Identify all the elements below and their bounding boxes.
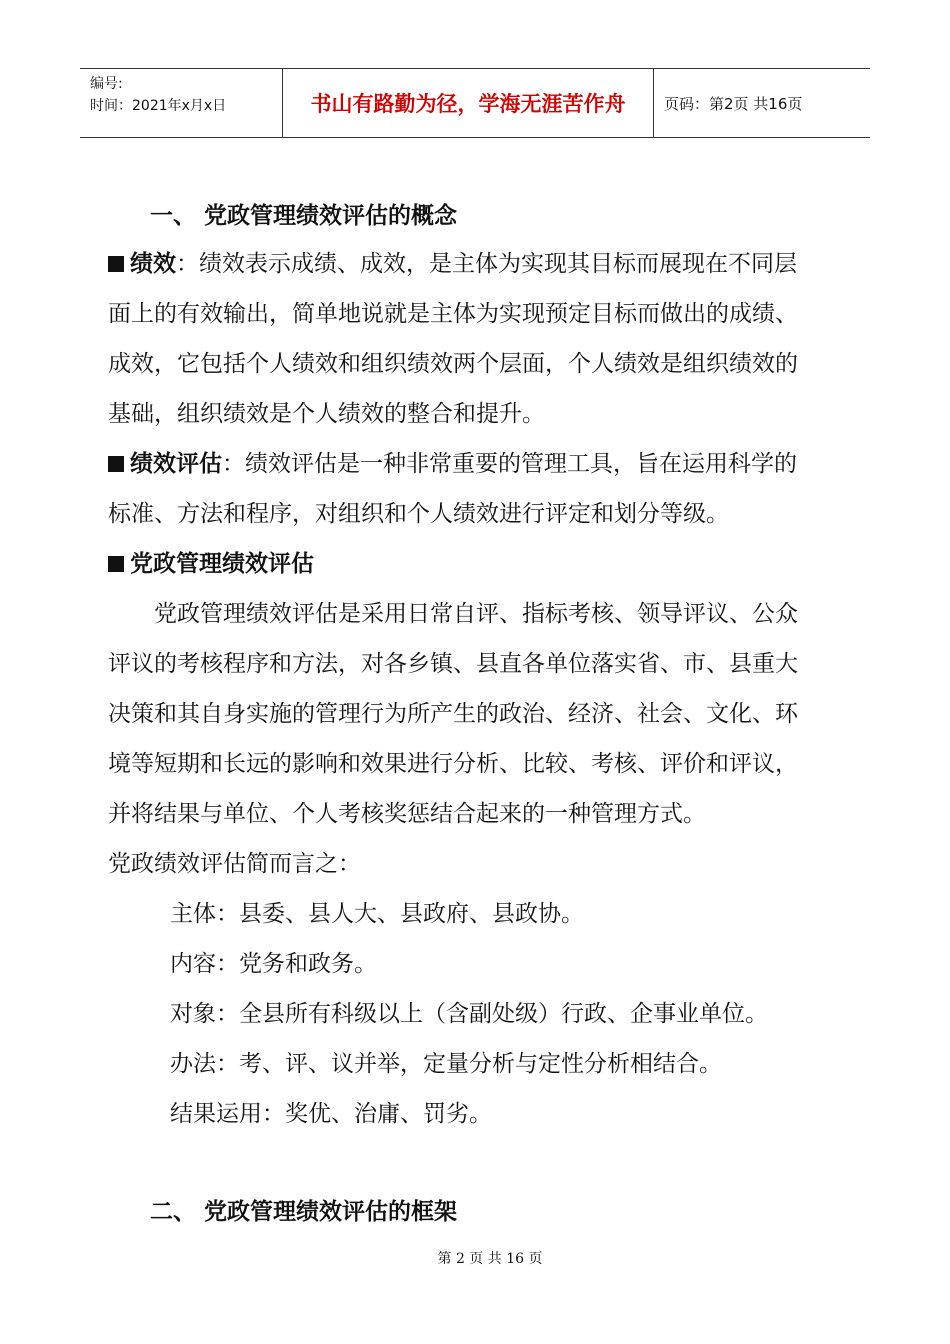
header-meta	[80, 69, 282, 137]
summary-intro: 党政绩效评估简而言之：	[108, 851, 361, 877]
number-label: 编号:	[90, 76, 123, 92]
eval-paragraph-line-2: 标准、方法和程序，对组织和个人绩效进行评定和划分等级。	[108, 501, 729, 527]
summary-item: 对象：全县所有科级以上（含副处级）行政、企事业单位。	[170, 1001, 768, 1027]
square-bullet-icon	[108, 456, 124, 472]
page-footer: 第 2 页 共 16 页	[437, 1251, 543, 1267]
eval-paragraph-line-1	[108, 445, 797, 478]
perf-paragraph-line-4: 基础，组织绩效是个人绩效的整合和提升。	[108, 401, 545, 427]
party-term: 党政管理绩效评估	[130, 551, 314, 577]
time-label: 时间：2021年x月x日	[90, 98, 227, 114]
party-heading	[108, 545, 314, 578]
perf-term: 绩效	[130, 251, 176, 277]
party-paragraph-line-5: 并将结果与单位、个人考核奖惩结合起来的一种管理方式。	[108, 801, 706, 827]
party-paragraph-line-3: 决策和其自身实施的管理行为所产生的政治、经济、社会、文化、环	[108, 701, 798, 727]
perf-paragraph-line-2: 面上的有效输出，简单地说就是主体为实现预定目标而做出的成绩、	[108, 301, 798, 327]
party-paragraph-line-4: 境等短期和长远的影响和效果进行分析、比较、考核、评价和评议，	[108, 751, 798, 777]
party-paragraph-line-2: 评议的考核程序和方法，对各乡镇、县直各单位落实省、市、县重大	[108, 651, 798, 677]
perf-paragraph-line-1	[108, 245, 797, 278]
summary-item: 主体：县委、县人大、县政府、县政协。	[170, 901, 584, 927]
party-paragraph-line-1: 党政管理绩效评估是采用日常自评、指标考核、领导评议、公众	[154, 601, 798, 627]
eval-text: ：绩效评估是一种非常重要的管理工具，旨在运用科学的	[222, 451, 797, 477]
page-header	[80, 68, 870, 138]
header-page-label: 页码：第2页 共16页	[664, 94, 803, 113]
square-bullet-icon	[108, 556, 124, 572]
summary-item: 内容：党务和政务。	[170, 951, 377, 977]
eval-term: 绩效评估	[130, 451, 222, 477]
perf-text: ：绩效表示成绩、成效，是主体为实现其目标而展现在不同层	[176, 251, 797, 277]
section-2-title: 二、 党政管理绩效评估的框架	[150, 1199, 458, 1225]
summary-item: 结果运用：奖优、治庸、罚劣。	[170, 1101, 492, 1127]
perf-paragraph-line-3: 成效，它包括个人绩效和组织绩效两个层面，个人绩效是组织绩效的	[108, 351, 798, 377]
summary-item: 办法：考、评、议并举，定量分析与定性分析相结合。	[170, 1051, 722, 1077]
section-1-title: 一、 党政管理绩效评估的概念	[150, 203, 458, 229]
header-motto: 书山有路勤为径，学海无涯苦作舟	[282, 69, 654, 137]
square-bullet-icon	[108, 256, 124, 272]
